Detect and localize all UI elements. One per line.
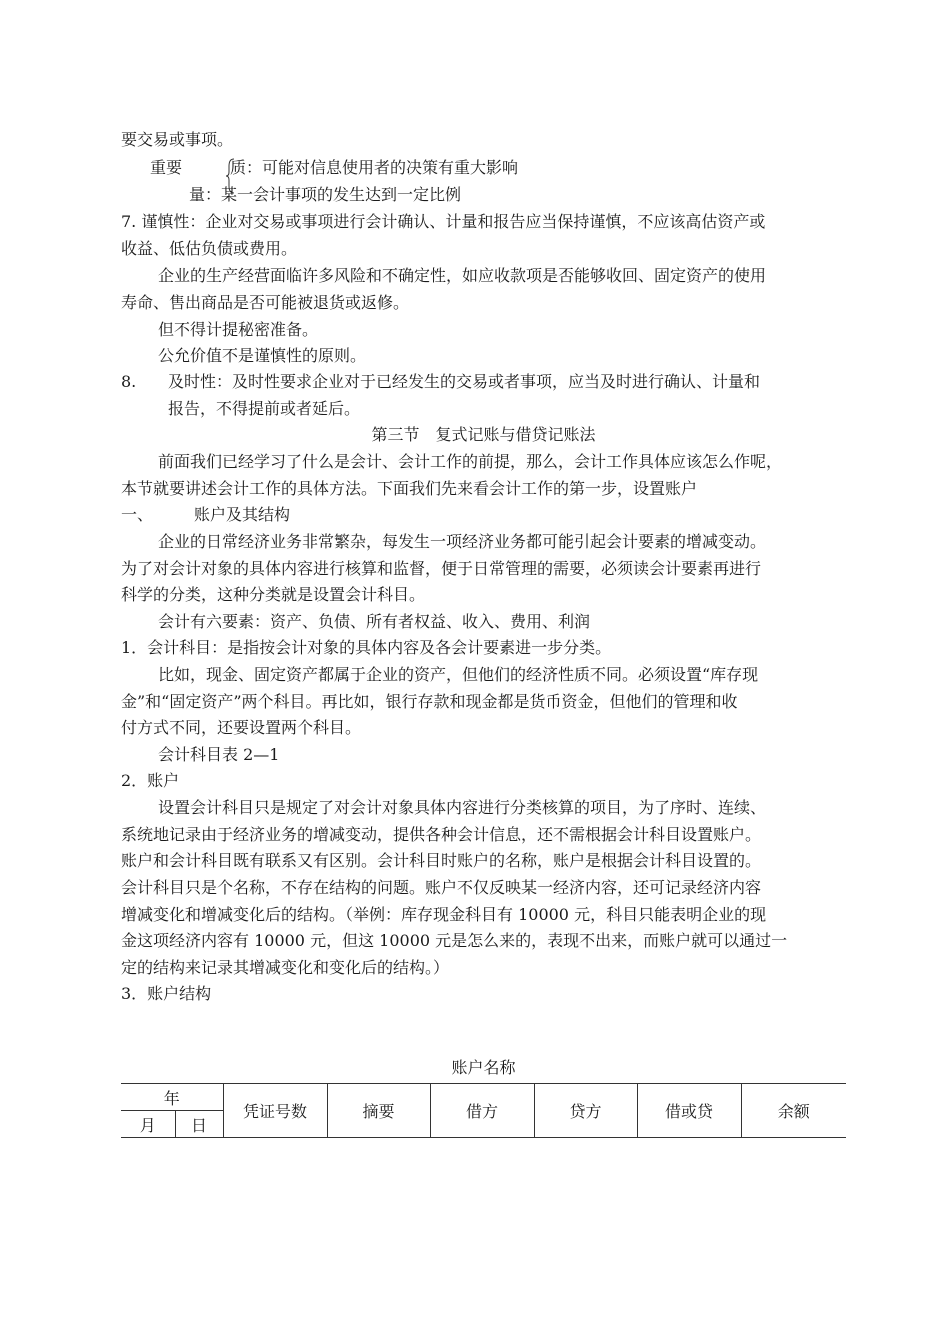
text-line: 企业的日常经济业务非常繁杂，每发生一项经济业务都可能引起会计要素的增减变动。 <box>158 532 767 551</box>
text-line: 比如，现金、固定资产都属于企业的资产，但他们的经济性质不同。必须设置“库存现 <box>158 665 759 684</box>
text-line: 科学的分类，这种分类就是设置会计科目。 <box>121 585 426 604</box>
text-line: 增减变化和增减变化后的结构。（举例：库存现金科目有 10000 元，科目只能表明企业的现 <box>121 905 767 924</box>
text-line: 3．账户结构 <box>121 984 212 1003</box>
section-heading: 第三节 复式记账与借贷记账法 <box>371 425 596 444</box>
text-line: 为了对会计对象的具体内容进行核算和监督，便于日常管理的需要，必须读会计要素再进行 <box>121 559 762 578</box>
header-credit: 贷方 <box>534 1084 637 1138</box>
text-line: 金”和“固定资产”两个科目。再比如，银行存款和现金都是货币资金，但他们的管理和收 <box>121 692 738 711</box>
text-line: 寿命、售出商品是否可能被退货或返修。 <box>121 293 410 312</box>
text-line: 金这项经济内容有 10000 元，但这 10000 元是怎么来的，表现不出来，而账户就可以通过一 <box>121 931 788 950</box>
text-line: 1．会计科目：是指按会计对象的具体内容及各会计要素进一步分类。 <box>121 638 612 657</box>
text-line: 前面我们已经学习了什么是会计、会计工作的前提，那么，会计工作具体应该怎么作呢， <box>158 452 783 471</box>
text-line: 8. <box>121 372 137 391</box>
text-line: 量：某一会计事项的发生达到一定比例 <box>189 185 462 204</box>
ledger-table <box>121 1083 846 1138</box>
header-year: 年 <box>121 1084 223 1111</box>
text-line: 会计科目表 2—1 <box>158 745 280 764</box>
subsection-heading: 账户及其结构 <box>194 505 291 524</box>
text-line: 定的结构来记录其增减变化和变化后的结构。） <box>121 958 450 977</box>
text-line: 会计科目只是个名称，不存在结构的问题。账户不仅反映某一经济内容，还可记录经济内容 <box>121 878 762 897</box>
header-voucher: 凭证号数 <box>223 1084 327 1138</box>
text-line: 本节就要讲述会计工作的具体方法。下面我们先来看会计工作的第一步，设置账户 <box>121 479 698 498</box>
text-line: 及时性：及时性要求企业对于已经发生的交易或者事项，应当及时进行确认、计量和 <box>168 372 761 391</box>
text-line: 账户和会计科目既有联系又有区别。会计科目时账户的名称，账户是根据会计科目设置的。 <box>121 851 762 870</box>
header-debit: 借方 <box>430 1084 534 1138</box>
header-month: 月 <box>121 1111 175 1138</box>
text-line: 质：可能对信息使用者的决策有重大影响 <box>230 158 519 177</box>
header-day: 日 <box>175 1111 223 1138</box>
text-line: 重要 <box>150 158 183 177</box>
text-line: 2．账户 <box>121 771 180 790</box>
text-line: 7. 谨慎性：企业对交易或事项进行会计确认、计量和报告应当保持谨慎，不应该高估资产或 <box>121 212 766 231</box>
text-line: 付方式不同，还要设置两个科目。 <box>121 718 362 737</box>
text-line: 但不得计提秘密准备。 <box>158 320 319 339</box>
text-line: 收益、低估负债或费用。 <box>121 239 298 258</box>
text-line: 设置会计科目只是规定了对会计对象具体内容进行分类核算的项目，为了序时、连续、 <box>158 798 767 817</box>
text-line: 公允价值不是谨慎性的原则。 <box>158 346 367 365</box>
text-line: 系统地记录由于经济业务的增减变动，提供各种会计信息，还不需根据会计科目设置账户。 <box>121 825 762 844</box>
text-line: 报告，不得提前或者延后。 <box>168 399 361 418</box>
text-line: 要交易或事项。 <box>121 130 234 149</box>
text-line: 企业的生产经营面临许多风险和不确定性，如应收款项是否能够收回、固定资产的使用 <box>158 266 767 285</box>
text-line: 会计有六要素：资产、负债、所有者权益、收入、费用、利润 <box>158 612 591 631</box>
header-dr-or-cr: 借或贷 <box>637 1084 741 1138</box>
ledger-caption: 账户名称 <box>451 1058 516 1077</box>
header-summary: 摘要 <box>327 1084 430 1138</box>
header-balance: 余额 <box>741 1084 846 1138</box>
subsection-number: 一、 <box>121 505 154 524</box>
